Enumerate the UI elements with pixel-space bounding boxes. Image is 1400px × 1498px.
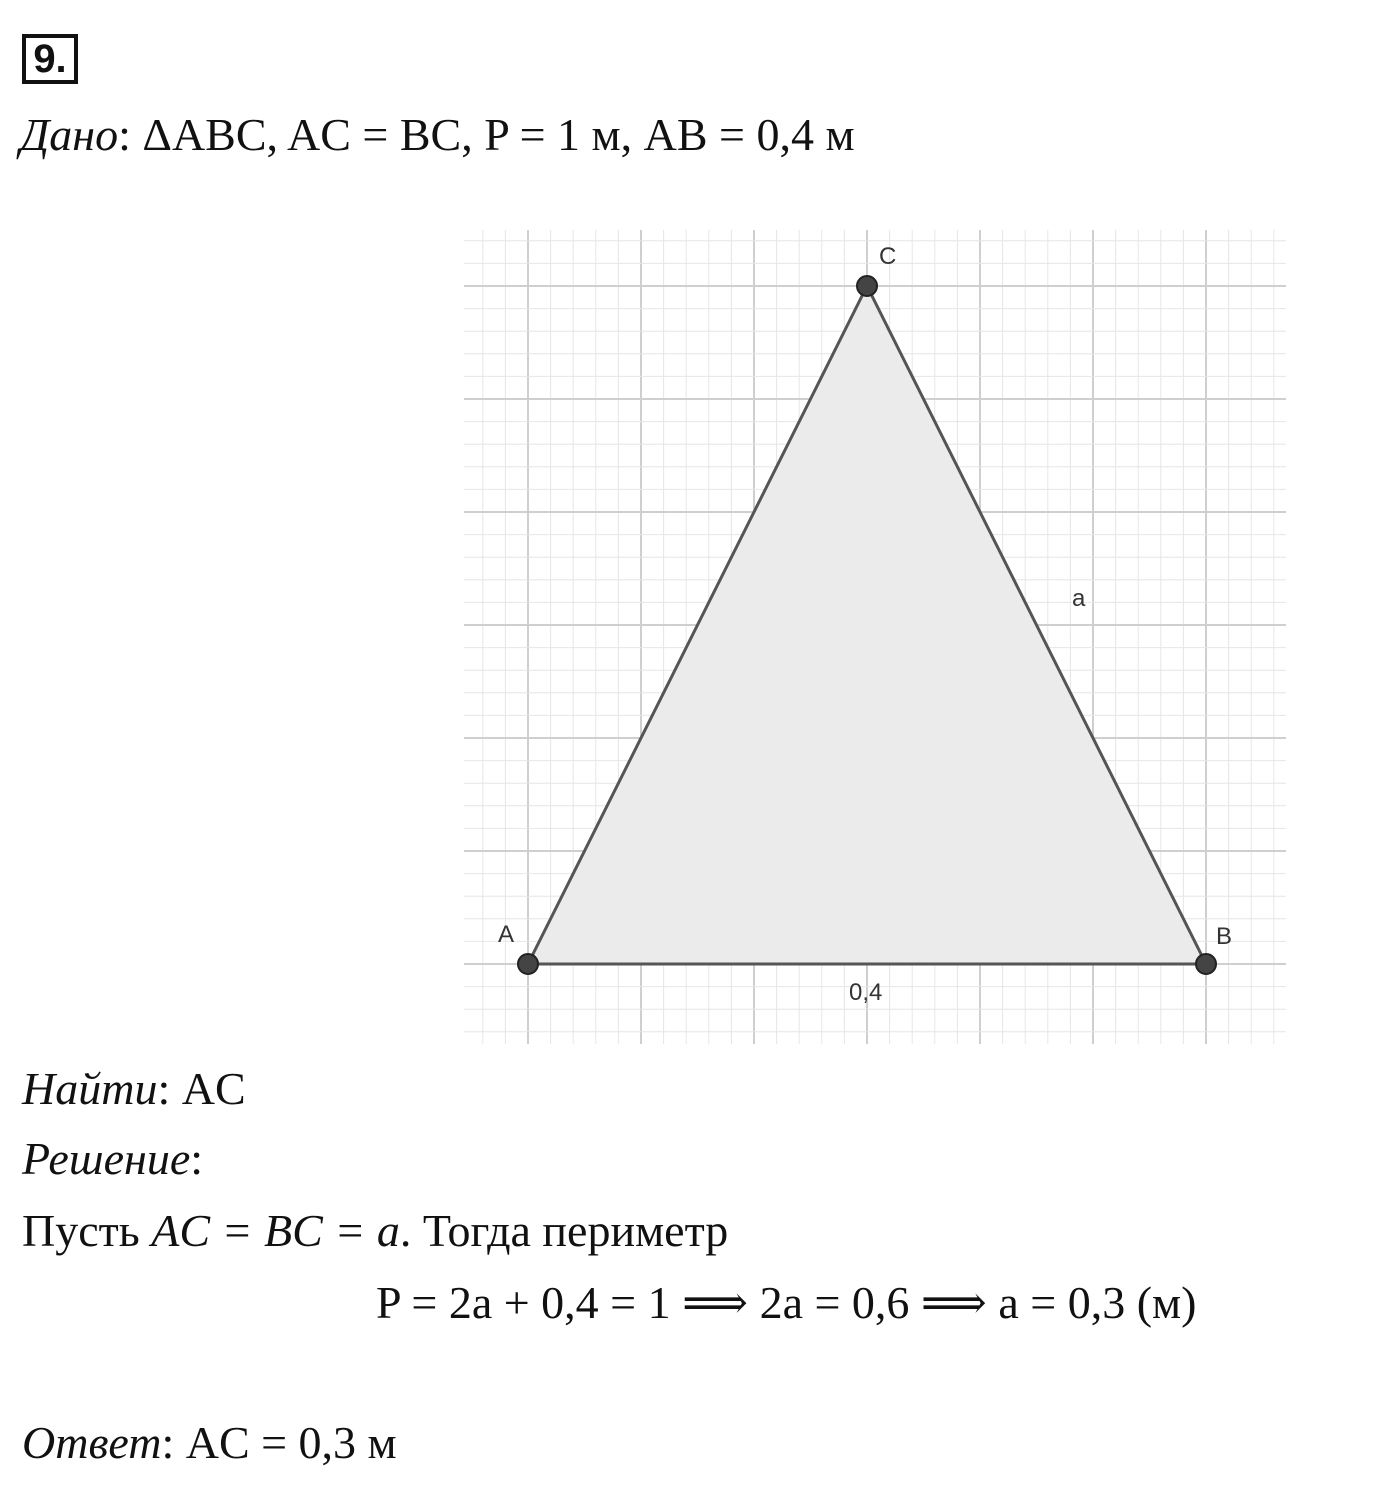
- find-text: : AC: [157, 1063, 246, 1114]
- given-label: Дано: [20, 109, 119, 160]
- answer-text: : AC = 0,3 м: [161, 1417, 397, 1468]
- solution-text: :: [190, 1133, 204, 1184]
- given-text: : ΔABC, AC = BC, P = 1 м, AB = 0,4 м: [118, 109, 855, 160]
- vertex-a-point: [518, 954, 538, 974]
- problem-number: 9.: [22, 34, 78, 84]
- side-ab-length-label: 0,4: [849, 979, 883, 1006]
- solution-label: Решение: [22, 1133, 191, 1184]
- find-label: Найти: [22, 1063, 158, 1114]
- let-line: [22, 1205, 729, 1256]
- let-prefix: Пусть: [22, 1205, 152, 1256]
- vertex-c-point: [857, 276, 877, 296]
- side-bc-label: a: [1072, 585, 1086, 612]
- answer-line: [22, 1417, 397, 1468]
- let-math: AC = BC = a: [151, 1205, 400, 1256]
- solution-line: [22, 1133, 204, 1184]
- answer-label: Ответ: [22, 1417, 162, 1468]
- find-line: [22, 1063, 246, 1114]
- perimeter-formula: P = 2a + 0,4 = 1 ⟹ 2a = 0,6 ⟹ a = 0,3 (м): [376, 1277, 1197, 1328]
- vertex-c-label: C: [879, 243, 897, 270]
- let-suffix: . Тогда периметр: [399, 1205, 729, 1256]
- vertex-b-label: B: [1216, 923, 1233, 950]
- vertex-b-point: [1196, 954, 1216, 974]
- vertex-a-label: A: [498, 921, 515, 948]
